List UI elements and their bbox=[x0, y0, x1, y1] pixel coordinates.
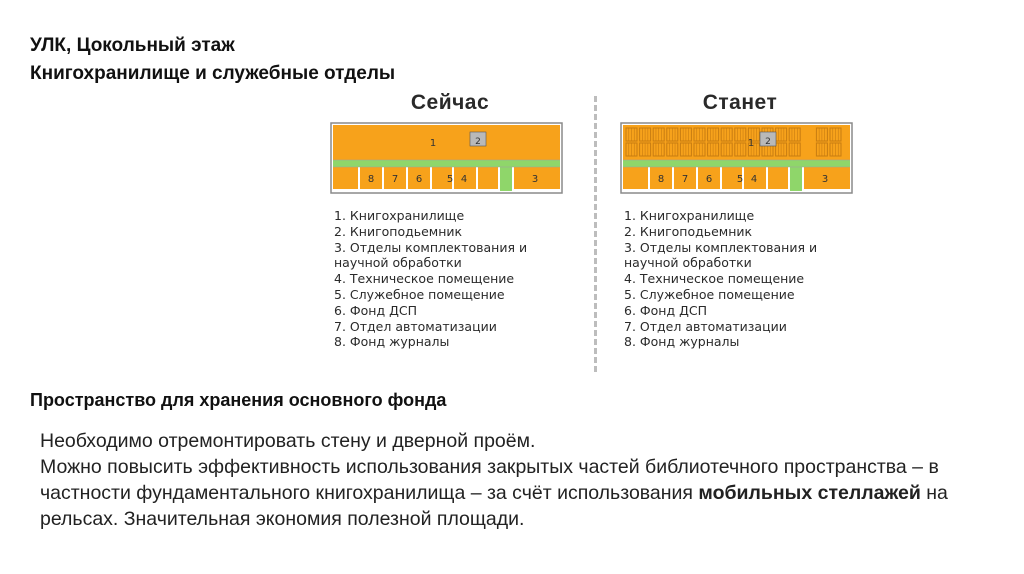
plan-panel-now bbox=[330, 88, 570, 350]
room-6-label: 6 bbox=[705, 174, 713, 185]
floor-plan-future-drawing bbox=[620, 122, 853, 194]
emphasis-mobile-shelving: мобильных стеллажей bbox=[698, 482, 921, 504]
floor-plan-future bbox=[620, 122, 853, 194]
legend-item: научной обработки bbox=[624, 255, 752, 271]
body-text bbox=[40, 428, 1000, 532]
legend-item: 3. Отделы комплектования и bbox=[334, 239, 528, 255]
legend-item: 5. Служебное помещение bbox=[334, 286, 505, 302]
room-5-label: 5 bbox=[736, 174, 744, 185]
room-7-label: 7 bbox=[681, 174, 689, 185]
floor-plan-now bbox=[330, 122, 563, 194]
legend-item: 3. Отделы комплектования и bbox=[624, 239, 818, 255]
slide-title-line-2: Книгохранилище и служебные отделы bbox=[30, 63, 396, 84]
legend-item: 8. Фонд журналы bbox=[334, 334, 450, 350]
room-4-label: 4 bbox=[750, 174, 758, 185]
room-2-label: 2 bbox=[765, 137, 771, 147]
room-1-label: 1 bbox=[429, 138, 437, 149]
plan-heading-future: Станет bbox=[702, 91, 778, 114]
room-2-label: 2 bbox=[475, 137, 481, 147]
legend-item: 4. Техническое помещение bbox=[334, 271, 515, 287]
room-4-label: 4 bbox=[460, 174, 468, 185]
room-5-label: 5 bbox=[446, 174, 454, 185]
room-6-label: 6 bbox=[415, 174, 423, 185]
legend-item: 7. Отдел автоматизации bbox=[624, 318, 787, 334]
legend-item: 4. Техническое помещение bbox=[624, 271, 805, 287]
plan-panel-future bbox=[620, 88, 860, 350]
plan-heading-now: Сейчас bbox=[410, 91, 490, 114]
room-1-label: 1 bbox=[747, 138, 755, 149]
floor-plan-now-drawing bbox=[330, 122, 563, 194]
legend-item: 6. Фонд ДСП bbox=[624, 302, 707, 318]
room-8-label: 8 bbox=[657, 174, 665, 185]
room-1 bbox=[333, 125, 560, 160]
legend-now bbox=[334, 208, 570, 350]
legend-future bbox=[624, 208, 860, 350]
room-7-label: 7 bbox=[391, 174, 399, 185]
legend-item: 8. Фонд журналы bbox=[624, 334, 740, 350]
legend-item: 7. Отдел автоматизации bbox=[334, 318, 497, 334]
legend-item: научной обработки bbox=[334, 255, 462, 271]
paragraph-1: Необходимо отремонтировать стену и дверной проём. bbox=[40, 430, 536, 452]
room-3-label: 3 bbox=[531, 174, 539, 185]
room-3-label: 3 bbox=[821, 174, 829, 185]
legend-item: 2. Книгоподьемник bbox=[624, 223, 753, 239]
legend-item: 1. Книгохранилище bbox=[334, 208, 465, 223]
corridor bbox=[333, 160, 560, 167]
room-8-label: 8 bbox=[367, 174, 375, 185]
paragraph-2: Можно повысить эффективность использования закрытых частей библиотечного пространства – в частности фундаментального книгохранилища – за счёт использования мобильных стеллажей на рельсах. Значительная экономия полезной площади. bbox=[40, 456, 948, 530]
slide-title-line-1: УЛК, Цокольный этаж bbox=[30, 35, 235, 56]
section-heading: Пространство для хранения основного фонда bbox=[30, 390, 447, 410]
legend-item: 1. Книгохранилище bbox=[624, 208, 755, 223]
dashed-divider bbox=[594, 96, 597, 372]
legend-item: 6. Фонд ДСП bbox=[334, 302, 417, 318]
legend-item: 2. Книгоподьемник bbox=[334, 223, 463, 239]
corridor bbox=[623, 160, 850, 167]
legend-item: 5. Служебное помещение bbox=[624, 286, 795, 302]
